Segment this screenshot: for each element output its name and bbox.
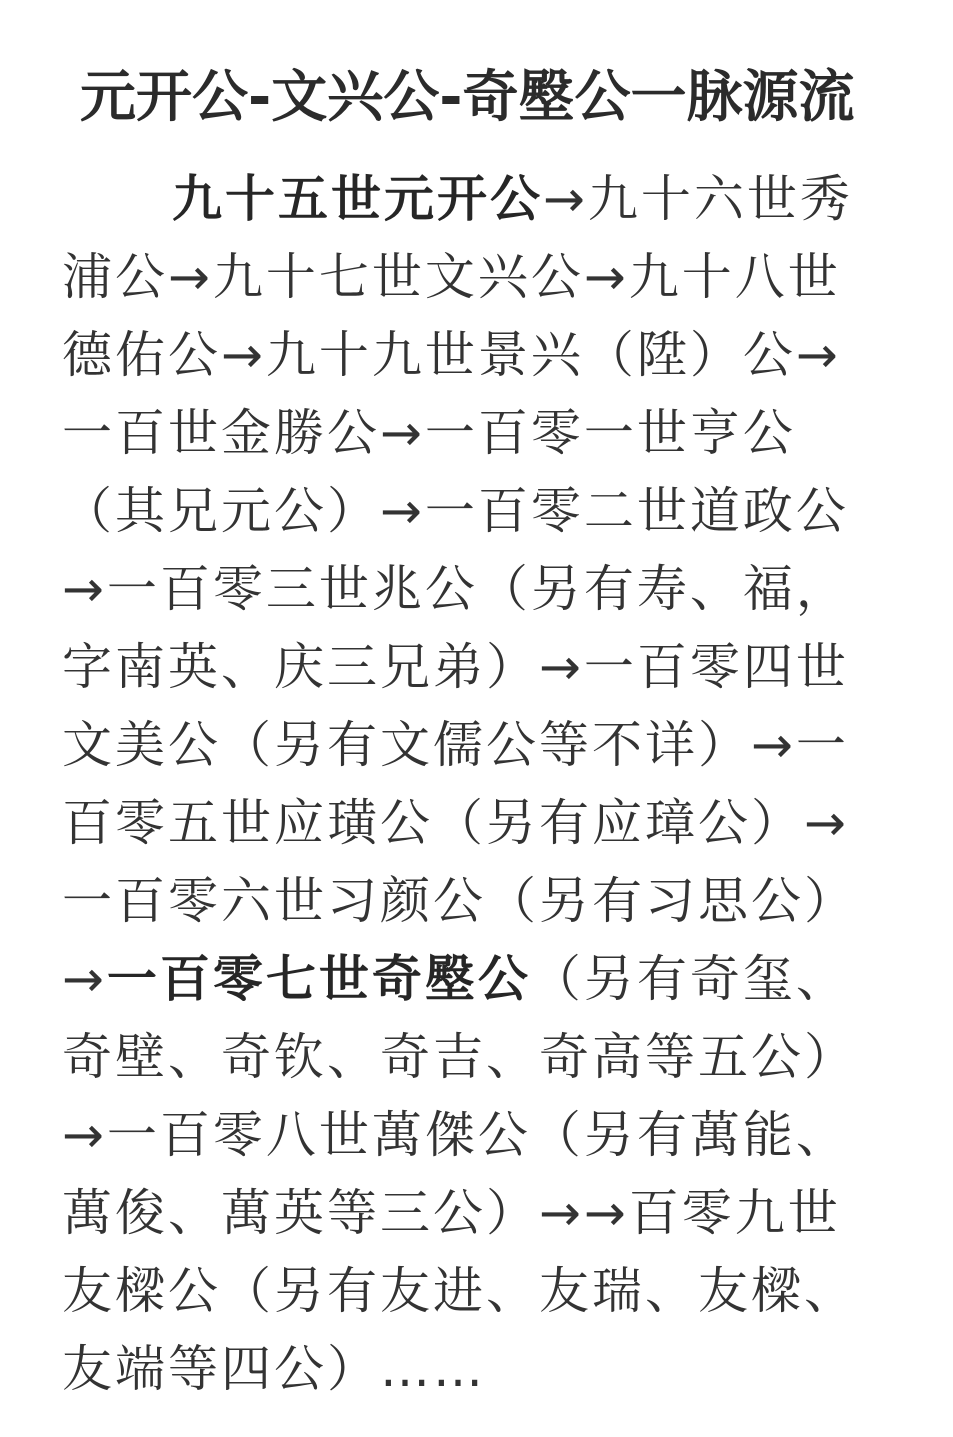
line-text: →一百零八世萬傑公（另有萬能、 <box>62 1106 849 1164</box>
page-title: 元开公-文兴公-奇壂公一脉源流 <box>80 65 855 130</box>
highlight-name: 九十五世元开公 <box>172 170 543 228</box>
text-line <box>62 940 892 1018</box>
line-text: 文美公（另有文儒公等不详）→一 <box>62 716 849 774</box>
text-line <box>62 1096 892 1174</box>
text-line <box>62 784 892 862</box>
lineage-text <box>62 160 892 1408</box>
text-line <box>62 1174 892 1252</box>
line-text: 德佑公→九十九世景兴（陞）公→ <box>62 326 841 384</box>
line-text: 字南英、庆三兄弟）→一百零四世 <box>62 638 849 696</box>
line-text: 奇壁、奇钦、奇吉、奇高等五公） <box>62 1028 857 1086</box>
arrow-prefix: → <box>62 950 107 1008</box>
line-text: 萬俊、萬英等三公）→→百零九世 <box>62 1184 841 1242</box>
line-text: （其兄元公）→一百零二世道政公 <box>62 482 849 540</box>
highlight-name: 一百零七世奇壂公 <box>106 950 531 1008</box>
line-text: 友端等四公）…… <box>62 1340 486 1398</box>
line-text: 友樑公（另有友进、友瑞、友樑、 <box>62 1262 857 1320</box>
text-line <box>62 394 892 472</box>
text-line <box>62 1252 892 1330</box>
text-line <box>62 706 892 784</box>
line-text: →一百零三世兆公（另有寿、福， <box>62 560 849 618</box>
text-line <box>62 238 892 316</box>
text-line <box>62 862 892 940</box>
text-line <box>62 316 892 394</box>
line-text: 一百零六世习颜公（另有习思公） <box>62 872 857 930</box>
text-line <box>62 1330 892 1408</box>
line-text: 浦公→九十七世文兴公→九十八世 <box>62 248 841 306</box>
text-line <box>62 160 892 238</box>
line-text: 一百世金勝公→一百零一世亨公 <box>62 404 796 462</box>
line-text: （另有奇玺、 <box>530 950 849 1008</box>
text-line <box>62 472 892 550</box>
line-text: 百零五世应璜公（另有应璋公）→ <box>62 794 849 852</box>
line-text: →九十六世秀 <box>543 170 853 228</box>
text-line <box>62 550 892 628</box>
text-line <box>62 1018 892 1096</box>
text-line <box>62 628 892 706</box>
